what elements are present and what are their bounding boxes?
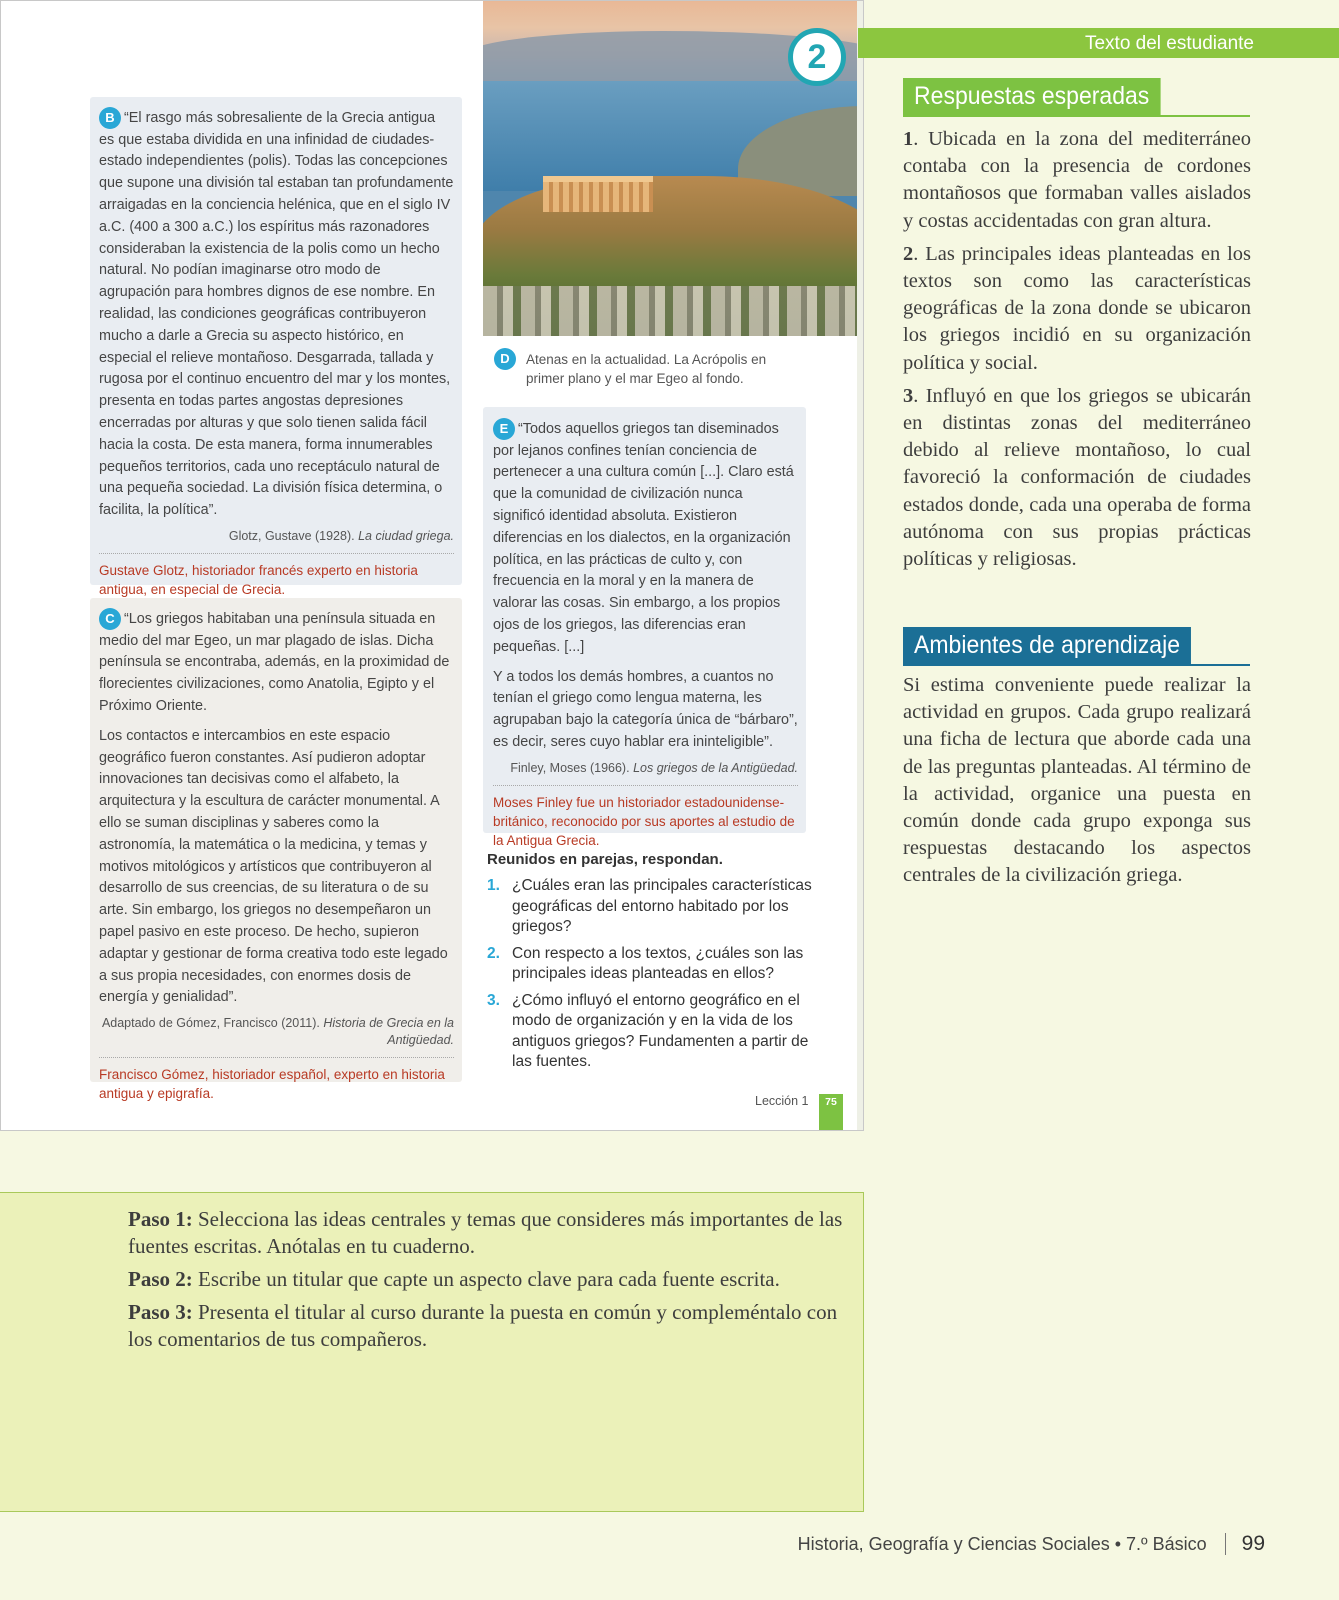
photo-parthenon bbox=[543, 176, 653, 212]
respuestas-title: Respuestas esperadas bbox=[903, 78, 1160, 115]
source-b-citation bbox=[99, 528, 454, 545]
question-item bbox=[487, 991, 817, 1073]
divider bbox=[99, 1057, 454, 1058]
step-label: Paso 1: bbox=[128, 1207, 193, 1231]
answer-item bbox=[903, 126, 1251, 235]
answer-text: . Las principales ideas planteadas en los textos son como las características geográficas de la zona donde se ubicaron los griegos incidió en su organización política y social. bbox=[903, 242, 1251, 374]
activity-section bbox=[487, 851, 817, 1079]
student-textbook-page bbox=[0, 0, 864, 1131]
source-e-citation bbox=[493, 760, 798, 777]
source-c-quote-2: Los contactos e intercambios en este espacio geográfico fueron constantes. Así pudieron adoptar innovaciones tan decisivas como el alfabeto, la arquitectura y la escultura de carácter monumental. A ello se suman disciplinas y saberes como la astronomía, la matemática o la medicina, y temas y motivos mitológicos y artísticos que contribuyeron al desarrollo de sus creencias, de su literatura o de su arte. Sin embargo, los griegos no desempeñaron un papel pasivo en este proceso. De hecho, supieron adaptar y gestionar de forma creativa todo este legado a sus propia necesidades, con enormes dosis de energía y genialidad”. bbox=[99, 727, 448, 1006]
source-e-text bbox=[493, 418, 798, 754]
question-list bbox=[487, 876, 817, 1073]
step-text: Presenta el titular al curso durante la puesta en común y compleméntalo con los comentarios de tus compañeros. bbox=[128, 1300, 838, 1351]
source-c-quote-1: “Los griegos habitaban una península situada en medio del mar Egeo, un mar plagado de islas. Dicha península se encontraba, además, en la proximidad de florecientes civilizaciones, como Anatolia, Egipto y el Próximo Oriente. bbox=[99, 610, 450, 714]
source-c-text bbox=[99, 608, 454, 1009]
step-label: Paso 2: bbox=[128, 1267, 193, 1291]
source-d-badge: D bbox=[494, 348, 516, 370]
answer-number: 2 bbox=[903, 242, 914, 265]
steps-list bbox=[128, 1206, 848, 1353]
heading-rule bbox=[903, 115, 1250, 117]
source-e-citation-author: Finley, Moses (1966). bbox=[510, 760, 630, 775]
step-item bbox=[128, 1206, 848, 1260]
page-footer bbox=[798, 1532, 1265, 1556]
header-label: Texto del estudiante bbox=[1084, 33, 1254, 54]
source-b-quote: “El rasgo más sobresaliente de la Grecia antigua es que estaba dividida en una infinidad de ciudades-estado independientes (polis). Todas las concepciones que supone una división tal estaban tan profundamente arraigadas en la conciencia helénica, que en el siglo IV a.C. (400 a 300 a.C.) los espíritus más razonadores consideraban la existencia de la polis como un hecho natural. No podían imaginarse otro modo de agrupación para hombres dignos de ese nombre. En realidad, las condiciones geográficas contribuyeron mucho a darle a Grecia su aspecto histórico, en especial el relieve montañoso. Desgarrada, tallada y rugosa por el continuo encuentro del mar y los montes, presenta en todas partes angostas depresiones encerradas por alturas y que solo tienen salida fácil hacia la costa. De esta manera, forma innumerables pequeños territorios, cada uno receptáculo natural de una pequeña sociedad. La división física determina, o facilita, la política”. bbox=[99, 109, 454, 519]
heading-rule bbox=[903, 664, 1250, 666]
source-e-quote-1: “Todos aquellos griegos tan diseminados por lejanos confines tenían conciencia de pertenecer a una cultura común [...]. Claro está que la comunidad de civilización nunca significó identidad absoluta. Existieron diferencias en los dialectos, en la organización política, en las prácticas de culto y, con frecuencia en la moral y en la manera de valorar las cosas. Sin embargo, a los propios ojos de los griegos, las diferencias eran pequeñas. [...] bbox=[493, 420, 794, 655]
answer-text: . Influyó en que los griegos se ubicarán en distintas zonas del mediterráneo debido al relieve montañoso, lo cual favoreció la conformación de ciudades estados donde, cada una operaba de forma autónoma con sus propias prácticas políticas y religiosas. bbox=[903, 384, 1251, 571]
answers-list bbox=[903, 126, 1251, 573]
answer-text: . Ubicada en la zona del mediterráneo contaba con la presencia de cordones montañosos que formaban valles aislados y costas accidentadas con gran altura. bbox=[903, 128, 1251, 232]
source-c-box bbox=[90, 598, 462, 1102]
source-d-caption-text: Atenas en la actualidad. La Acrópolis en primer plano y el mar Egeo al fondo. bbox=[526, 352, 767, 386]
source-b-text bbox=[99, 107, 454, 522]
question-item bbox=[487, 876, 817, 938]
source-c-citation-work: Historia de Grecia en la Antigüedad. bbox=[323, 1016, 454, 1048]
ambientes-text: Si estima conveniente puede realizar la actividad en grupos. Cada grupo realizará una ficha de lectura que aborde cada una de las preguntas planteadas. Al término de la actividad, organice una puesta en común donde cada grupo exponga sus respuestas destacando los aspectos centrales de la civilización griega. bbox=[903, 674, 1251, 887]
question-number: 3. bbox=[487, 991, 500, 1009]
question-text: Con respecto a los textos, ¿cuáles son las principales ideas planteadas en ellos? bbox=[512, 944, 804, 982]
step-item bbox=[128, 1299, 848, 1353]
source-e-box bbox=[483, 407, 806, 848]
footer-divider bbox=[1225, 1533, 1226, 1555]
lesson-label: Lección 1 bbox=[755, 1094, 809, 1108]
answer-number: 3 bbox=[903, 384, 914, 407]
answer-number: 1 bbox=[903, 128, 914, 150]
ambientes-title: Ambientes de aprendizaje bbox=[903, 627, 1191, 664]
footer-page-number: 99 bbox=[1241, 1532, 1265, 1555]
divider bbox=[99, 553, 454, 554]
source-d-caption bbox=[494, 350, 784, 388]
answer-item bbox=[903, 241, 1251, 377]
source-b-citation-author: Glotz, Gustave (1928). bbox=[228, 528, 355, 543]
source-b-badge: B bbox=[99, 107, 121, 129]
steps-box bbox=[0, 1192, 864, 1512]
source-e-citation-work: Los griegos de la Antigüedad. bbox=[633, 760, 798, 775]
activity-instruction: Reunidos en parejas, respondan. bbox=[487, 851, 723, 868]
photo-city bbox=[483, 286, 863, 336]
question-number: 1. bbox=[487, 877, 500, 894]
source-c-badge: C bbox=[99, 608, 121, 630]
source-e-quote-2: Y a todos los demás hombres, a cuantos no tenían el griego como lengua materna, les agrupaban bajo la categoría única de “bárbaro”, es decir, seres cuyo hablar era ininteligible”. bbox=[493, 668, 798, 750]
header-band bbox=[858, 28, 1339, 58]
source-c-author-note: Francisco Gómez, historiador español, experto en historia antigua y epigrafía. bbox=[99, 1067, 445, 1102]
step-text: Selecciona las ideas centrales y temas que consideres más importantes de las fuentes escritas. Anótalas en tu cuaderno. bbox=[128, 1207, 843, 1258]
source-c-citation bbox=[99, 1015, 454, 1049]
step-text: Escribe un titular que capte un aspecto clave para cada fuente escrita. bbox=[192, 1267, 780, 1291]
question-number: 2. bbox=[487, 944, 500, 962]
question-text: ¿Cuáles eran las principales características geográficas del entorno habitado por los griegos? bbox=[512, 877, 812, 935]
source-e-badge: E bbox=[493, 418, 515, 440]
source-b-citation-work: La ciudad griega. bbox=[358, 528, 454, 543]
question-text: ¿Cómo influyó el entorno geográfico en el modo de organización y en la vida de los antiguos griegos? Fundamenten a partir de las fuentes. bbox=[512, 991, 809, 1070]
source-c-citation-author: Adaptado de Gómez, Francisco (2011). bbox=[101, 1016, 320, 1031]
source-b-box bbox=[90, 97, 462, 597]
ambientes-heading bbox=[903, 627, 1250, 664]
answer-item bbox=[903, 383, 1251, 573]
step-item bbox=[128, 1266, 848, 1293]
respuestas-heading bbox=[903, 78, 1250, 115]
step-label: Paso 3: bbox=[128, 1300, 193, 1324]
source-b-author-note: Gustave Glotz, historiador francés experto en historia antigua, en especial de Grecia. bbox=[99, 562, 418, 597]
lesson-number-badge: 2 bbox=[788, 28, 846, 86]
question-item bbox=[487, 944, 817, 985]
divider bbox=[493, 785, 798, 786]
student-page-number: 75 bbox=[819, 1094, 843, 1131]
source-e-author-note: Moses Finley fue un historiador estadounidense-británico, reconocido por sus aportes al estudio de la Antigua Grecia. bbox=[493, 794, 795, 848]
footer-subject: Historia, Geografía y Ciencias Sociales • 7.º Básico bbox=[797, 1533, 1207, 1554]
